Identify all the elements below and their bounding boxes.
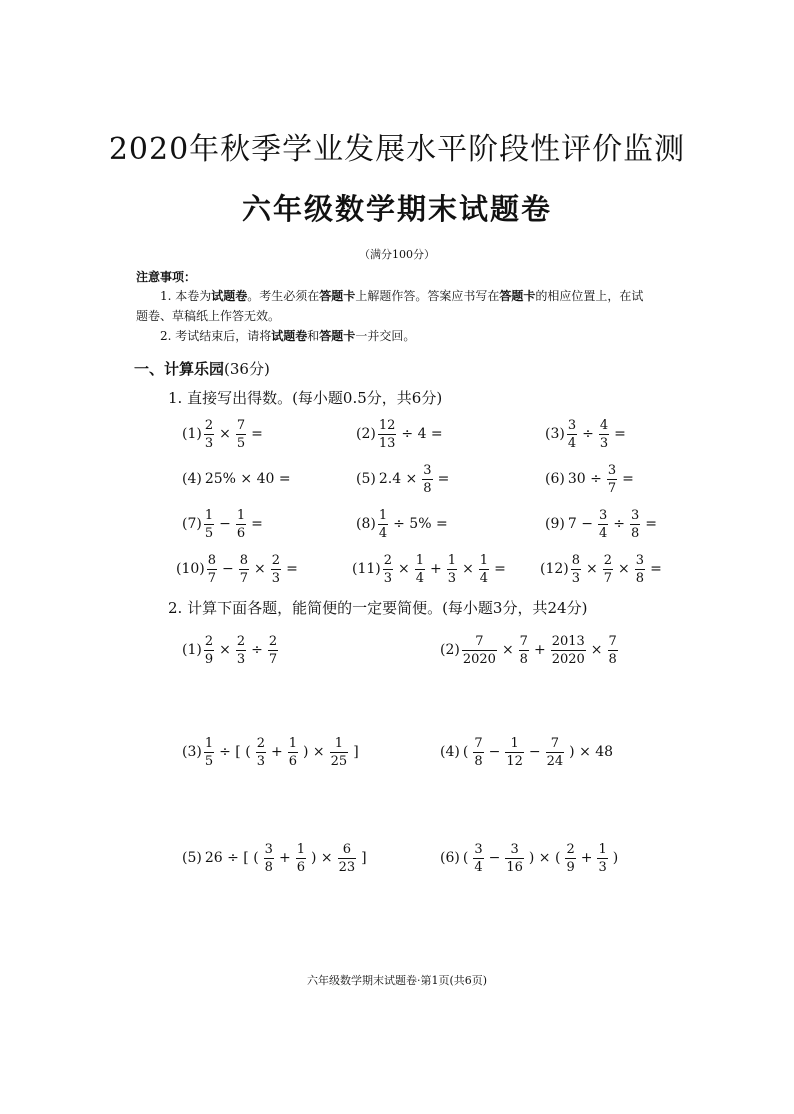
q2-problem-5: (5) 26 ÷ [ ( $\frac{3}{8}$ + $\frac{1}{6}$ ) × $\frac{6}{23}$ ] xyxy=(182,841,367,875)
exam-title: 2020年秋季学业发展水平阶段性评价监测 xyxy=(108,132,686,167)
q1-problem-9: (9) 7 − $\frac{3}{4}$ ÷ $\frac{3}{8}$ = xyxy=(545,507,657,541)
q2-problem-6: (6) ( $\frac{3}{4}$ − $\frac{3}{16}$ ) × ( $\frac{2}{9}$ + $\frac{1}{3}$ ) xyxy=(440,841,619,875)
section-1-heading: 一、计算乐园(36分) xyxy=(134,360,270,378)
q1-problem-7: (7) $\frac{1}{5}$ − $\frac{1}{6}$ = xyxy=(182,507,263,541)
q2-heading: 2. 计算下面各题，能简便的一定要简便。(每小题3分，共24分) xyxy=(168,599,588,617)
q1-heading: 1. 直接写出得数。(每小题0.5分，共6分) xyxy=(168,389,443,407)
q1-problem-6: (6) 30 ÷ $\frac{3}{7}$ = xyxy=(545,462,634,496)
q2-problem-4: (4) ( $\frac{7}{8}$ − $\frac{1}{12}$ − $\frac{7}{24}$ ) × 48 xyxy=(440,735,614,769)
q1-problem-2: (2) $\frac{12}{13}$ ÷ 4 = xyxy=(356,417,443,451)
q2-problem-2: (2) $\frac{7}{2020}$ × $\frac{7}{8}$ + $\frac{2013}{2020}$ × $\frac{7}{8}$ xyxy=(440,633,617,667)
q1-problem-3: (3) $\frac{3}{4}$ ÷ $\frac{4}{3}$ = xyxy=(545,417,626,451)
notes-heading: 注意事项： xyxy=(136,270,197,284)
q1-problem-4: (4) 25% × 40 = xyxy=(182,471,291,487)
page-footer: 六年级数学期末试题卷·第1页(共6页) xyxy=(306,974,488,987)
exam-subtitle: 六年级数学期末试题卷 xyxy=(241,192,552,226)
q1-problem-5: (5) 2.4 × $\frac{3}{8}$ = xyxy=(356,462,450,496)
note-2: 2. 考试结束后，请将试题卷和答题卡一并交回。 xyxy=(160,329,416,343)
q1-problem-1: (1) $\frac{2}{3}$ × $\frac{7}{5}$ = xyxy=(182,417,263,451)
q1-problem-8: (8) $\frac{1}{4}$ ÷ 5% = xyxy=(356,507,448,541)
q1-problem-12: (12) $\frac{8}{3}$ × $\frac{2}{7}$ × $\frac{3}{8}$ = xyxy=(540,552,662,586)
full-score: （满分100分） xyxy=(359,248,435,261)
q1-problem-11: (11) $\frac{2}{3}$ × $\frac{1}{4}$ + $\frac{1}{3}$ × $\frac{1}{4}$ = xyxy=(352,552,506,586)
note-1: 1. 本卷为试题卷。考生必须在答题卡上解题作答。答案应书写在答题卡的相应位置上，在试 xyxy=(160,289,644,303)
q2-problem-3: (3) $\frac{1}{5}$ ÷ [ ( $\frac{2}{3}$ + $\frac{1}{6}$ ) × $\frac{1}{25}$ ] xyxy=(182,735,359,769)
q1-problem-10: (10) $\frac{8}{7}$ − $\frac{8}{7}$ × $\frac{2}{3}$ = xyxy=(176,552,298,586)
q2-problem-1: (1) $\frac{2}{9}$ × $\frac{2}{3}$ ÷ $\frac{2}{7}$ xyxy=(182,633,278,667)
note-1-cont: 题卷、草稿纸上作答无效。 xyxy=(136,309,281,323)
